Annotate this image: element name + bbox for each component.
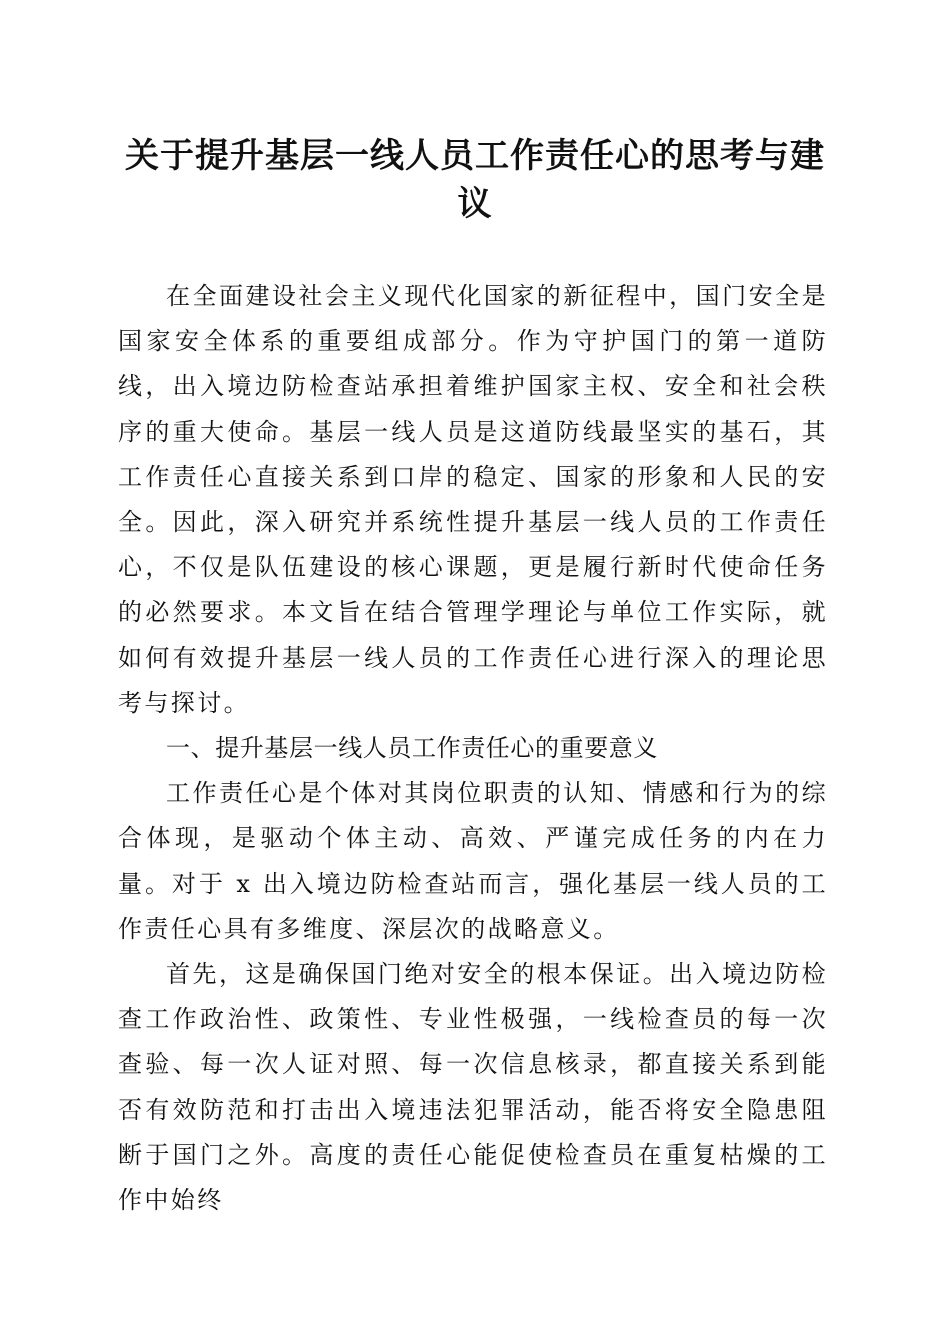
- section-paragraph-1: 工作责任心是个体对其岗位职责的认知、情感和行为的综合体现，是驱动个体主动、高效、严谨完成任务的内在力量。对于 x 出入境边防检查站而言，强化基层一线人员的工作责任心具有多维度、深层次的战略意义。: [118, 779, 828, 943]
- section-paragraph-2: 首先，这是确保国门绝对安全的根本保证。出入境边防检查工作政治性、政策性、专业性极强，一线检查员的每一次查验、每一次人证对照、每一次信息核录，都直接关系到能否有效防范和打击出入境违法犯罪活动，能否将安全隐患阻断于国门之外。高度的责任心能促使检查员在重复枯燥的工作中始终: [118, 960, 828, 1215]
- section-heading: 一、提升基层一线人员工作责任心的重要意义: [166, 734, 658, 763]
- document-body: [118, 274, 828, 1223]
- document-title: 关于提升基层一线人员工作责任心的思考与建议: [125, 136, 825, 224]
- intro-paragraph: 在全面建设社会主义现代化国家的新征程中，国门安全是国家安全体系的重要组成部分。作为守护国门的第一道防线，出入境边防检查站承担着维护国家主权、安全和社会秩序的重大使命。基层一线人员是这道防线最坚实的基石，其工作责任心直接关系到口岸的稳定、国家的形象和人民的安全。因此，深入研究并系统性提升基层一线人员的工作责任心，不仅是队伍建设的核心课题，更是履行新时代使命任务的必然要求。本文旨在结合管理学理论与单位工作实际，就如何有效提升基层一线人员的工作责任心进行深入的理论思考与探讨。: [118, 282, 828, 717]
